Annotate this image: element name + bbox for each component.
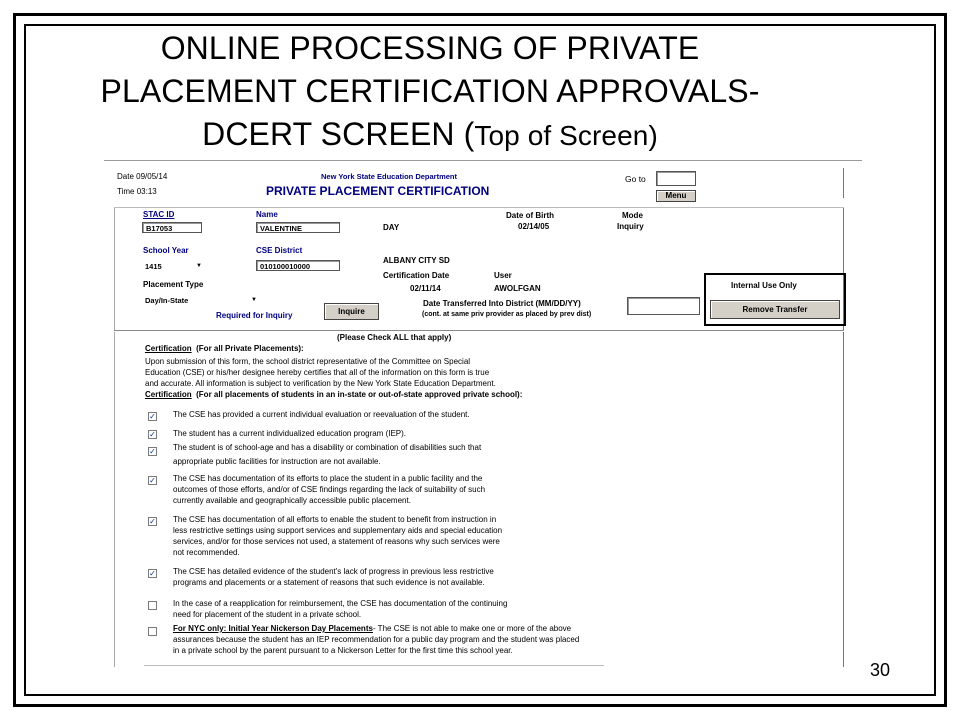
slide-title	[30, 27, 830, 157]
nyc-nickerson-rest: - The CSE is not able to make one or more of the above assurances because the student has an IEP recommendation for a public day program and the student was placed in a private school by the parent pursuant to a Nickerson Letter for the first time this school year.	[173, 624, 580, 655]
time-value: 03:13	[136, 187, 157, 196]
time-row	[117, 187, 157, 196]
cert-date-value: 02/11/14	[410, 284, 441, 293]
internal-use-box	[704, 273, 846, 326]
goto-label: Go to	[625, 174, 646, 184]
cert-heading-1-label: Certification	[145, 344, 192, 353]
top-section-bottom-border	[114, 330, 844, 331]
header-right-border	[843, 168, 844, 198]
dob-value: 02/14/05	[518, 222, 550, 231]
checkbox-item-2[interactable]: ✓	[149, 430, 156, 439]
school-year-label: School Year	[143, 246, 189, 255]
slide-title-line-2: PLACEMENT CERTIFICATION APPROVALS-	[100, 73, 760, 109]
checkbox-item-6[interactable]: ✓	[149, 569, 156, 578]
stac-id-label: STAC ID	[143, 210, 175, 219]
checkbox-item-5[interactable]: ✓	[149, 517, 156, 526]
slide-title-line-3	[30, 113, 830, 157]
school-year-value: 1415	[145, 262, 162, 271]
cert-heading-2-label: Certification	[145, 390, 192, 399]
slide-title-line-3-main: DCERT SCREEN (	[202, 116, 475, 152]
checklist-item-1-text: The CSE has provided a current individual evaluation or reevaluation of the student.	[173, 410, 470, 419]
date-value: 09/05/14	[136, 172, 168, 181]
date-label: Date	[117, 172, 134, 181]
checklist-item-2-text: The student has a current individualized education program (IEP).	[173, 429, 407, 438]
remove-transfer-button[interactable]: Remove Transfer	[710, 300, 840, 319]
agency-name: New York State Education Department	[321, 172, 458, 181]
form-title: PRIVATE PLACEMENT CERTIFICATION	[266, 184, 490, 198]
transfer-date-note: (cont. at same priv provider as placed by prev dist)	[422, 311, 592, 318]
checklist-item-7-text: In the case of a reapplication for reimbursement, the CSE has documentation of the continuing need for placement of the student in a private school.	[173, 599, 508, 619]
required-note: Required for Inquiry	[216, 311, 293, 320]
date-row	[117, 172, 167, 181]
checklist-item-5-text: The CSE has documentation of all efforts to enable the student to benefit from instruction in less restrictive settings using support services and supplementary aids and special education services, and/or for those services not used, a statement of reasons why such services were not recommended.	[173, 515, 503, 557]
cert-date-label: Certification Date	[383, 271, 450, 280]
checkbox-item-7[interactable]	[148, 601, 157, 610]
stac-id-field[interactable]: B17053	[142, 222, 202, 233]
cert-paragraph: Upon submission of this form, the school district representative of the Committee on Special Education (CSE) or his/her designee hereby certifies that all of the information on this form is true and accurate. All information is subject to verification by the New York State Education Department.	[145, 357, 496, 388]
transfer-date-input[interactable]	[627, 297, 700, 315]
checklist-item-6-text: The CSE has detailed evidence of the student's lack of progress in previous less restrictive programs and placements or a statement of reasons that such evidence is not available.	[173, 567, 494, 587]
day-text: DAY	[383, 223, 400, 232]
checkbox-item-4[interactable]: ✓	[149, 476, 156, 485]
internal-use-label: Internal Use Only	[731, 281, 797, 290]
slide-title-line-3-small: Top of Screen)	[474, 120, 658, 151]
cert-heading-2-rest: (For all placements of students in an in-state or out-of-state approved private school):	[196, 390, 523, 399]
mode-value: Inquiry	[617, 222, 644, 231]
screenshot-top-border	[104, 160, 862, 161]
goto-input[interactable]	[656, 171, 696, 186]
top-section-left-border	[114, 208, 115, 330]
time-label: Time	[117, 187, 135, 196]
slide-title-line-1: ONLINE PROCESSING OF PRIVATE	[160, 30, 700, 66]
cert-heading-2	[145, 390, 522, 399]
check-all-heading: (Please Check ALL that apply)	[337, 333, 452, 342]
checkbox-item-1[interactable]: ✓	[149, 412, 156, 421]
name-label: Name	[256, 210, 278, 219]
cert-heading-1-rest: (For all Private Placements):	[196, 344, 304, 353]
dob-label: Date of Birth	[506, 211, 554, 220]
checklist-left-border	[114, 332, 115, 667]
transfer-date-label: Date Transferred Into District (MM/DD/YY)	[423, 299, 581, 308]
dcert-screenshot	[104, 160, 862, 667]
cert-heading-1	[145, 344, 304, 353]
inquire-button[interactable]: Inquire	[324, 303, 379, 320]
user-label: User	[494, 271, 512, 280]
nyc-nickerson-bold: For NYC only: Initial Year Nickerson Day Placements	[173, 624, 373, 633]
placement-type-value: Day/In-State	[145, 296, 189, 305]
checkbox-nyc-nickerson[interactable]	[148, 627, 157, 636]
checklist-item-4-text: The CSE has documentation of its efforts to place the student in a public facility and the outcomes of those efforts, and/or of CSE findings regarding the lack of suitability of such currently available and geographically accessible public placement.	[173, 474, 486, 505]
cse-district-field[interactable]: 010100010000	[256, 260, 340, 271]
checklist-item-3-text: The student is of school-age and has a disability or combination of disabilities such that appropriate public facilities for instruction are not available.	[173, 443, 482, 466]
placement-type-label: Placement Type	[143, 280, 204, 289]
top-section-top-border	[114, 207, 844, 208]
slide-number: 30	[870, 660, 891, 680]
name-field[interactable]: VALENTINE	[256, 222, 340, 233]
chevron-down-icon: ▼	[251, 297, 257, 303]
menu-button[interactable]: Menu	[656, 190, 696, 202]
placement-type-select[interactable]	[145, 295, 257, 306]
cut-off-line	[144, 665, 604, 666]
user-value: AWOLFGAN	[494, 284, 541, 293]
chevron-down-icon: ▼	[196, 263, 202, 269]
checkbox-item-3[interactable]: ✓	[149, 447, 156, 456]
district-name: ALBANY CITY SD	[383, 256, 450, 265]
mode-label: Mode	[622, 211, 643, 220]
nyc-nickerson-text	[173, 623, 579, 656]
school-year-select[interactable]	[145, 261, 202, 272]
checklist-right-border	[843, 332, 844, 667]
cse-district-label: CSE District	[256, 246, 303, 255]
